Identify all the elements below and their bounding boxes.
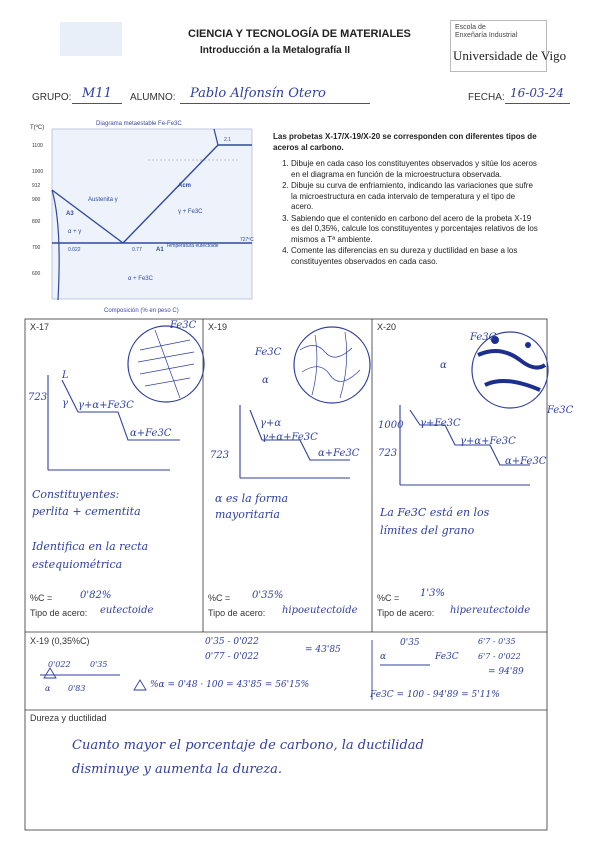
school-name-line1: Escola de <box>455 24 486 31</box>
dureza-label: Dureza y ductilidad <box>30 713 107 723</box>
point-a1: A1 <box>156 247 164 253</box>
lab-title: Introducción a la Metalografía II <box>200 45 351 56</box>
x17-fe3c-mark: Fe3C <box>170 320 197 331</box>
x17-curve-label: α+Fe3C <box>130 428 172 439</box>
x20-curve-label: γ+Fe3C <box>420 418 461 429</box>
x19-pct-value: 0'35% <box>252 590 284 601</box>
lever-top: 0'022 <box>48 660 71 669</box>
x20-note: La Fe3C está en los <box>380 506 490 519</box>
course-title: CIENCIA Y TECNOLOGÍA DE MATERIALES <box>188 28 411 40</box>
x17-label: X-17 <box>30 322 50 332</box>
dureza-line1: Cuanto mayor el porcentaje de carbono, la ductilidad <box>72 738 424 753</box>
fecha-value: 16-03-24 <box>510 86 564 100</box>
x19-pct-label: %C = <box>208 593 231 603</box>
x17-type-label: Tipo de acero: <box>30 608 88 618</box>
grid-outer-border <box>25 319 547 830</box>
x19-curve-label: γ+α+Fe3C <box>262 432 318 443</box>
x17-pct-value: 0'82% <box>80 590 112 601</box>
y-tick: 900 <box>32 197 41 203</box>
region-austenite: Austenita γ <box>88 197 118 203</box>
eutectoid-label: Temperatura eutectoide <box>166 243 219 249</box>
region-gamma-fe3c: γ + Fe3C <box>178 209 203 215</box>
x19-curve-label: α+Fe3C <box>318 448 360 459</box>
x20-temp-mark: 723 <box>378 448 398 459</box>
x20-alpha-mark: α <box>440 360 447 371</box>
alpha-row-label: α <box>380 652 387 662</box>
x20-temp-mark: 1000 <box>378 420 404 431</box>
alpha-result: = 94'89 <box>488 667 524 677</box>
x20-type-value: hipereutectoide <box>450 605 531 616</box>
instruction-item: 2. Dibuje su curva de enfriamiento, indicando las variaciones que sufre la microestructura en cada intervalo de temperatura y el tipo de acero. <box>291 181 538 213</box>
instructions-intro: Las probetas X-17/X-19/X-20 se corresponden con diferentes tipos de aceros al carbono. <box>273 132 537 152</box>
x20-label: X-20 <box>377 322 397 332</box>
x19-label: X-19 <box>208 322 228 332</box>
diagram-temp-unit: T(ºC) <box>30 125 45 131</box>
y-tick: 800 <box>32 219 41 225</box>
x19-note: α es la forma <box>215 492 289 505</box>
point-alpha-max: 0.022 <box>68 247 81 253</box>
formula-result: = 43'85 <box>305 645 341 655</box>
x17-note: perlita + cementita <box>32 505 141 518</box>
instruction-item: 4. Comente las diferencias en su dureza y ductilidad en base a los constituyentes observados en cada caso. <box>291 246 538 267</box>
fe3c-row-label: Fe3C <box>435 652 459 662</box>
point-acm: Acm <box>178 183 192 189</box>
x19-temp-mark: 723 <box>210 450 230 461</box>
formula-bottom: 0'77 - 0'022 <box>205 652 259 662</box>
region-alpha-gamma: α + γ <box>68 229 82 235</box>
x17-note: Identifica en la recta <box>32 540 149 553</box>
x-axis-label: Composición (% en peso C) <box>104 308 179 314</box>
x19-type-value: hipoeutectoide <box>282 605 358 616</box>
point-gamma-max: 2.1 <box>224 137 231 143</box>
x20-pct-label: %C = <box>377 593 400 603</box>
x20-note: límites del grano <box>380 524 475 537</box>
school-name-line2: Enxeñaría Industrial <box>455 32 518 39</box>
x20-fe3c-mark: Fe3C <box>470 332 497 343</box>
point-eutectoid: 0.77 <box>132 247 142 253</box>
lever-result: %α = 0'48 · 100 = 43'85 = 56'15% <box>150 680 310 690</box>
x17-curve-label: L <box>62 370 69 381</box>
lever-bottom2: 0'83 <box>68 684 86 693</box>
y-tick: 700 <box>32 245 41 251</box>
x19-type-label: Tipo de acero: <box>208 608 266 618</box>
alumno-value: Pablo Alfonsín Otero <box>190 86 326 101</box>
fe3c-result: Fe3C = 100 - 94'89 = 5'11% <box>370 690 500 700</box>
calc-label: X-19 (0,35%C) <box>30 636 90 646</box>
x17-type-value: eutectoide <box>100 605 154 616</box>
x19-curve-label: γ+α <box>260 418 282 429</box>
dureza-line2: disminuye y aumenta la dureza. <box>72 762 283 777</box>
lever-top2: 0'35 <box>90 660 108 669</box>
x17-pct-label: %C = <box>30 593 53 603</box>
alpha-row-top: 0'35 <box>400 638 420 648</box>
x17-cooling-curve <box>48 375 180 470</box>
fecha-label: FECHA: <box>468 92 505 103</box>
instruction-item: 1. Dibuje en cada caso los constituyentes observados y sitúe los aceros en el diagrama en función de la microestructura observada. <box>291 159 538 180</box>
alumno-label: ALUMNO: <box>130 92 176 103</box>
y-tick: 1100 <box>32 143 43 149</box>
lever-bottom: α <box>45 684 51 693</box>
university-name: Universidade de Vigo <box>453 48 567 63</box>
y-tick: 912 <box>32 183 41 189</box>
grupo-value: M11 <box>82 86 112 101</box>
grupo-label: GRUPO: <box>32 92 72 103</box>
formula-top: 0'35 - 0'022 <box>205 637 259 647</box>
y-tick: 1000 <box>32 169 44 175</box>
alpha-formula-top: 6'7 - 0'35 <box>478 637 516 646</box>
instruction-item: 3. Sabiendo que el contenido en carbono del acero de la probeta X-19 es del 0,35%, calcule los constituyentes y porcentajes relativos de los mismos a Tª ambiente. <box>291 214 538 246</box>
alpha-formula-bottom: 6'7 - 0'022 <box>478 652 521 661</box>
x17-temp-mark: 723 <box>28 392 48 403</box>
x17-curve-label: γ+α+Fe3C <box>78 400 134 411</box>
x20-type-label: Tipo de acero: <box>377 608 435 618</box>
x17-micrograph <box>128 326 204 402</box>
x17-note: Constituyentes: <box>32 488 120 501</box>
x17-note: estequiométrica <box>32 558 123 571</box>
x19-alpha-mark: α <box>262 375 269 386</box>
x19-micrograph <box>294 327 370 403</box>
x17-curve-label: γ <box>62 398 68 409</box>
x20-fe3c-mark-right: Fe3C <box>547 405 574 416</box>
y-tick: 600 <box>32 271 41 277</box>
x19-fe3c-mark: Fe3C <box>255 347 282 358</box>
x19-note: mayoritaria <box>215 508 280 521</box>
diagram-title: Diagrama metaestable Fe-Fe3C <box>96 121 182 127</box>
region-alpha-fe3c: α + Fe3C <box>128 276 153 282</box>
x20-pct-value: 1'3% <box>420 588 445 599</box>
eutectoid-temp: 727ºC <box>240 237 254 243</box>
x20-micrograph <box>472 332 548 408</box>
point-a3: A3 <box>66 211 74 217</box>
x20-curve-label: γ+α+Fe3C <box>460 436 516 447</box>
x20-curve-label: α+Fe3C <box>505 456 547 467</box>
